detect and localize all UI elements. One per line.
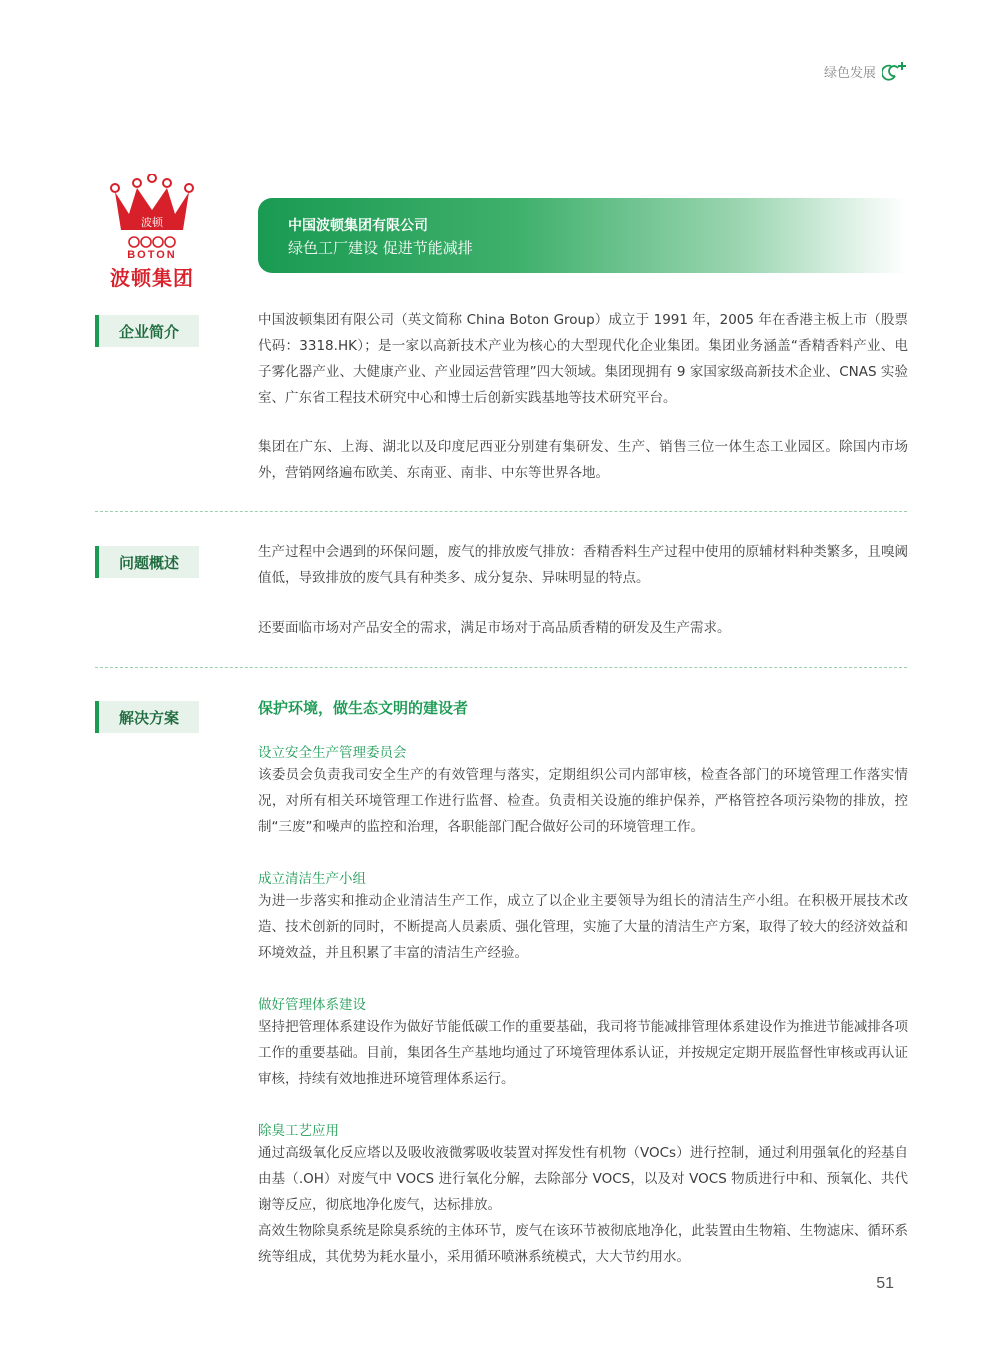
solution-subtitle: 设立安全生产管理委员会 (258, 745, 407, 761)
page-number: 51 (876, 1275, 894, 1292)
solution-label: 解决方案 (95, 701, 199, 733)
solution-text: 该委员会负责我司安全生产的有效管理与落实，定期组织公司内部审核，检查各部门的环境管理工作落实情况，对所有相关环境管理工作进行监督、检查。负责相关设施的维护保养，严格管控各项污染物的排放，控制“三废”和噪声的监控和治理，各职能部门配合做好公司的环境管理工作。 (258, 767, 908, 835)
green-leaf-plus-icon (882, 60, 908, 82)
company-name: 中国波顿集团有限公司 (288, 218, 428, 234)
problem-paragraph-1: 生产过程中会遇到的环保问题，废气的排放废气排放：香精香料生产过程中使用的原辅材料种类繁多，且嗅阈值低，导致排放的废气具有种类多、成分复杂、异味明显的特点。 (258, 544, 908, 586)
rings-icon (122, 236, 182, 248)
logo-latin-text: BOTON (127, 249, 177, 261)
solution-text: 坚持把管理体系建设作为做好节能低碳工作的重要基础，我司将节能减排管理体系建设作为推进节能减排各项工作的重要基础。目前，集团各生产基地均通过了环境管理体系认证，并按规定定期开展监督性审核或再认证审核，持续有效地推进环境管理体系运行。 (258, 1019, 908, 1087)
solution-subtitle: 做好管理体系建设 (258, 997, 366, 1013)
solution-title: 保护环境，做生态文明的建设者 (258, 699, 469, 717)
solution-text-continued: 高效生物除臭系统是除臭系统的主体环节，废气在该环节被彻底地净化，此装置由生物箱、生物滤床、循环系统等组成，其优势为耗水量小，采用循环喷淋系统模式，大大节约用水。 (258, 1223, 908, 1265)
section-divider (95, 667, 907, 668)
logo-cn-text: 波顿集团 (110, 266, 194, 290)
solution-text: 为进一步落实和推动企业清洁生产工作，成立了以企业主要领导为组长的清洁生产小组。在积极开展技术改造、技术创新的同时，不断提高人员素质、强化管理，实施了大量的清洁生产方案，取得了较大的经济效益和环境效益，并且积累了丰富的清洁生产经验。 (258, 893, 908, 961)
solution-subtitle: 成立清洁生产小组 (258, 871, 366, 887)
section-label: 绿色发展 (823, 65, 876, 81)
solution-subtitle: 除臭工艺应用 (258, 1123, 339, 1139)
company-slogan: 绿色工厂建设 促进节能减排 (288, 239, 473, 257)
boton-logo (104, 174, 200, 290)
section-header-tag (824, 60, 908, 82)
intro-paragraph-2: 集团在广东、上海、湖北以及印度尼西亚分别建有集研发、生产、销售三位一体生态工业园区。除国内市场外，营销网络遍布欧美、东南亚、南非、中东等世界各地。 (258, 439, 908, 481)
company-banner (258, 198, 906, 273)
crown-text: 波顿 (141, 216, 163, 229)
solution-text: 通过高级氧化反应塔以及吸收液微雾吸收装置对挥发性有机物（VOCs）进行控制，通过利用强氧化的羟基自由基（.OH）对废气中 VOCS 进行氧化分解，去除部分 VOCS，以及对 VOCS 物质进行中和、预氧化、共代谢等反应，彻底地净化废气，达标排放。 (258, 1145, 908, 1213)
section-divider (95, 511, 907, 512)
crown-icon (107, 174, 197, 234)
problem-label: 问题概述 (95, 546, 199, 578)
intro-label: 企业简介 (95, 315, 199, 347)
intro-paragraph-1: 中国波顿集团有限公司（英文简称 China Boton Group）成立于 1991 年，2005 年在香港主板上市（股票代码：3318.HK）；是一家以高新技术产业为核心的大型现代化企业集团。集团业务涵盖“香精香料产业、电子雾化器产业、大健康产业、产业园运营管理”四大领域。集团现拥有 9 家国家级高新技术企业、CNAS 实验室、广东省工程技术研究中心和博士后创新实践基地等技术研究平台。 (258, 312, 908, 406)
problem-paragraph-2: 还要面临市场对产品安全的需求，满足市场对于高品质香精的研发及生产需求。 (258, 620, 731, 636)
